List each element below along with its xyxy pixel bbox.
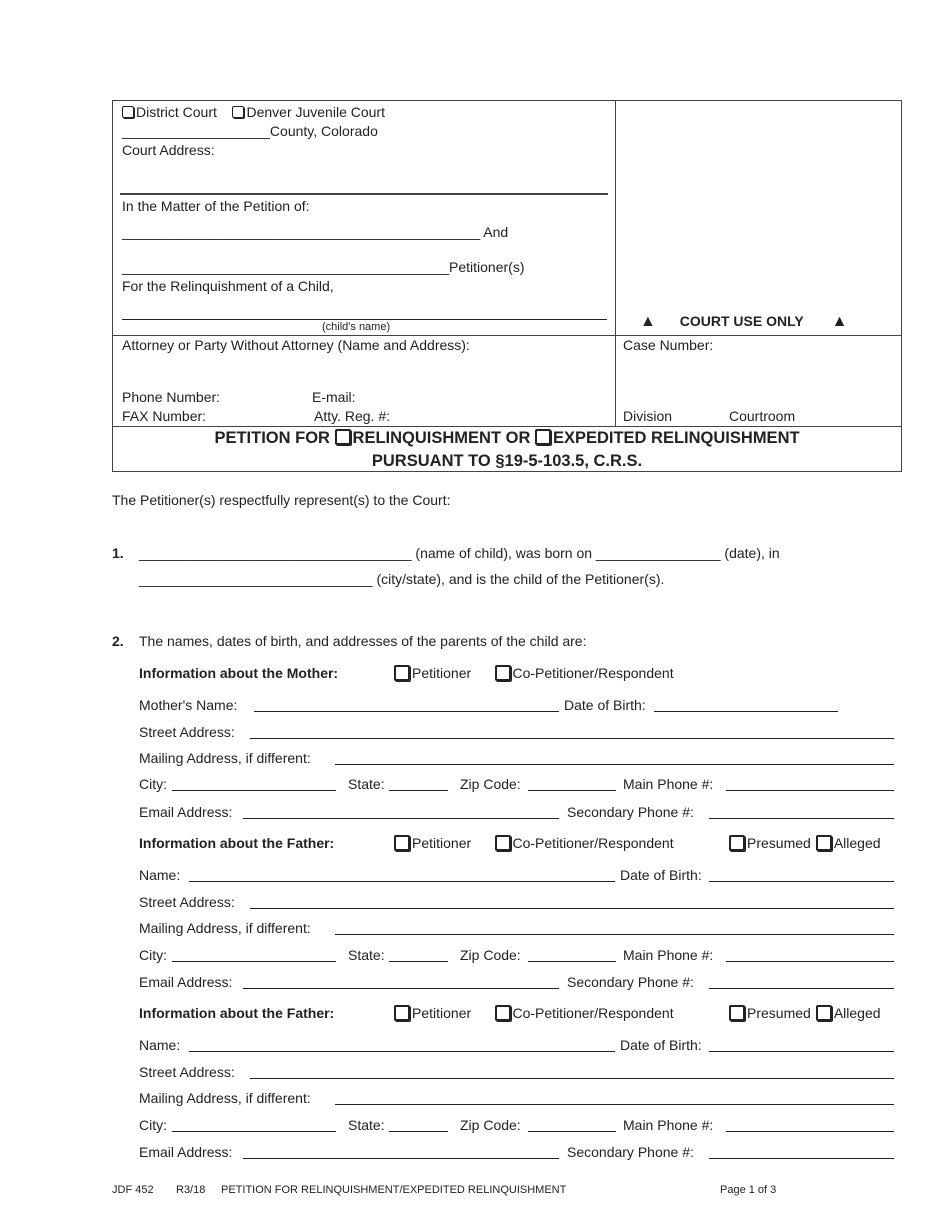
district-court-label: District Court <box>136 104 217 120</box>
father2-alleged-checkbox[interactable] <box>816 1005 832 1021</box>
father2-presumed-checkbox[interactable] <box>729 1005 745 1021</box>
relinquishment-checkbox[interactable] <box>335 429 351 445</box>
father2-secondary-phone-label: Secondary Phone #: <box>567 1144 694 1160</box>
caption-rule-3 <box>112 426 902 427</box>
expedited-relinquishment-checkbox[interactable] <box>535 429 551 445</box>
father1-main-phone-field[interactable] <box>726 947 894 962</box>
father2-street-label: Street Address: <box>139 1064 235 1080</box>
father2-co-petitioner-checkbox[interactable] <box>495 1005 511 1021</box>
child-name-field[interactable] <box>122 305 607 320</box>
mother-email-field[interactable] <box>243 804 559 819</box>
mother-mailing-field[interactable] <box>335 750 894 765</box>
mother-petitioner-checkbox[interactable] <box>394 665 410 681</box>
father1-dob-label: Date of Birth: <box>620 867 702 883</box>
mother-main-phone-label: Main Phone #: <box>623 776 714 792</box>
mother-dob-label: Date of Birth: <box>564 697 646 713</box>
alleged-label: Alleged <box>833 1005 881 1021</box>
item1-line2[interactable]: ______________________________ (city/state), and is the child of the Petitioner(s). <box>139 571 665 587</box>
father2-petitioner-checkbox[interactable] <box>394 1005 410 1021</box>
father1-street-label: Street Address: <box>139 894 235 910</box>
mother-main-phone-field[interactable] <box>726 776 894 791</box>
father1-role-options <box>394 835 674 851</box>
father2-city-field[interactable] <box>172 1117 336 1132</box>
father2-mailing-field[interactable] <box>335 1090 894 1105</box>
father1-status-options <box>729 835 881 851</box>
footer-form-id: JDF 452 <box>112 1184 154 1196</box>
father2-main-phone-label: Main Phone #: <box>623 1117 714 1133</box>
mother-name-field[interactable] <box>254 697 559 712</box>
father2-state-label: State: <box>348 1117 385 1133</box>
father2-dob-label: Date of Birth: <box>620 1037 702 1053</box>
mother-secondary-phone-label: Secondary Phone #: <box>567 804 694 820</box>
atty-reg-label: Atty. Reg. #: <box>314 408 390 424</box>
father2-city-label: City: <box>139 1117 167 1133</box>
up-arrow-left-icon: ▲ <box>640 313 656 330</box>
mother-mailing-label: Mailing Address, if different: <box>139 750 311 766</box>
title-part-b: RELINQUISHMENT OR <box>352 429 535 447</box>
father1-email-field[interactable] <box>243 974 559 989</box>
father1-name-label: Name: <box>139 867 181 883</box>
child-name-caption: (child's name) <box>322 321 391 333</box>
case-number-label: Case Number: <box>623 337 714 353</box>
father1-heading: Information about the Father: <box>139 835 335 851</box>
father1-name-field[interactable] <box>189 867 615 882</box>
for-relinquishment-label: For the Relinquishment of a Child, <box>122 278 334 294</box>
county-line[interactable]: ___________________County, Colorado <box>122 123 378 139</box>
court-type-row <box>122 104 385 120</box>
father2-zip-label: Zip Code: <box>460 1117 521 1133</box>
father2-main-phone-field[interactable] <box>726 1117 894 1132</box>
father2-state-field[interactable] <box>389 1117 448 1132</box>
father1-zip-field[interactable] <box>528 947 616 962</box>
father1-petitioner-checkbox[interactable] <box>394 835 410 851</box>
mother-co-petitioner-checkbox[interactable] <box>495 665 511 681</box>
denver-juvenile-checkbox[interactable] <box>232 106 244 118</box>
father1-email-label: Email Address: <box>139 974 233 990</box>
petition-title-line1 <box>112 429 902 448</box>
email-label: E-mail: <box>312 389 356 405</box>
co-petitioner-label: Co-Petitioner/Respondent <box>512 1005 674 1021</box>
up-arrow-right-icon: ▲ <box>831 313 848 330</box>
denver-juvenile-label: Denver Juvenile Court <box>246 104 385 120</box>
petitioner-and-line[interactable]: ______________________________________________ And <box>122 224 509 240</box>
co-petitioner-label: Co-Petitioner/Respondent <box>512 665 674 681</box>
petition-title-line2: PURSUANT TO §19-5-103.5, C.R.S. <box>371 452 643 470</box>
presumed-label: Presumed <box>747 835 811 851</box>
mother-secondary-phone-field[interactable] <box>709 804 894 819</box>
father1-city-field[interactable] <box>172 947 336 962</box>
father1-secondary-phone-field[interactable] <box>709 974 894 989</box>
item2-number: 2. <box>112 633 124 649</box>
footer-page-number: Page 1 of 3 <box>720 1184 777 1196</box>
title-part-a: PETITION FOR <box>214 429 335 447</box>
alleged-label: Alleged <box>833 835 881 851</box>
father1-presumed-checkbox[interactable] <box>729 835 745 851</box>
court-address-label: Court Address: <box>122 142 215 158</box>
father1-street-field[interactable] <box>250 894 894 909</box>
caption-rule-1 <box>120 193 608 195</box>
father2-mailing-label: Mailing Address, if different: <box>139 1090 311 1106</box>
mother-state-label: State: <box>348 776 385 792</box>
mother-dob-field[interactable] <box>654 697 838 712</box>
petitioner-label: Petitioner <box>412 1005 472 1021</box>
mother-zip-field[interactable] <box>528 776 616 791</box>
court-use-only-row <box>640 313 847 331</box>
father1-secondary-phone-label: Secondary Phone #: <box>567 974 694 990</box>
courtroom-label: Courtroom <box>729 408 796 424</box>
mother-role-options <box>394 665 674 681</box>
father2-heading: Information about the Father: <box>139 1005 335 1021</box>
title-part-c: EXPEDITED RELINQUISHMENT <box>552 429 800 447</box>
in-matter-label: In the Matter of the Petition of: <box>122 198 310 214</box>
mother-street-field[interactable] <box>250 724 894 739</box>
mother-city-field[interactable] <box>172 776 336 791</box>
caption-rule-2 <box>112 335 902 336</box>
father1-state-label: State: <box>348 947 385 963</box>
mother-city-label: City: <box>139 776 167 792</box>
mother-state-field[interactable] <box>389 776 448 791</box>
district-court-checkbox[interactable] <box>122 106 134 118</box>
father2-name-label: Name: <box>139 1037 181 1053</box>
phone-number-label: Phone Number: <box>122 389 221 405</box>
father2-street-field[interactable] <box>250 1064 894 1079</box>
mother-street-label: Street Address: <box>139 724 235 740</box>
father2-email-field[interactable] <box>243 1144 559 1159</box>
father2-name-field[interactable] <box>189 1037 615 1052</box>
father1-dob-field[interactable] <box>709 867 894 882</box>
item2-text: The names, dates of birth, and addresses of the parents of the child are: <box>139 633 587 649</box>
father2-status-options <box>729 1005 881 1021</box>
mother-heading: Information about the Mother: <box>139 665 339 681</box>
item1-number: 1. <box>112 545 124 561</box>
item1-line1[interactable]: ___________________________________ (name of child), was born on ________________ (date), in <box>139 545 780 561</box>
footer-revision: R3/18 <box>176 1184 206 1196</box>
father1-city-label: City: <box>139 947 167 963</box>
father2-email-label: Email Address: <box>139 1144 233 1160</box>
petitioners-line[interactable]: __________________________________________Petitioner(s) <box>122 259 525 275</box>
attorney-label: Attorney or Party Without Attorney (Name and Address): <box>122 337 470 353</box>
mother-email-label: Email Address: <box>139 804 233 820</box>
father1-co-petitioner-checkbox[interactable] <box>495 835 511 851</box>
mother-zip-label: Zip Code: <box>460 776 521 792</box>
co-petitioner-label: Co-Petitioner/Respondent <box>512 835 674 851</box>
footer-form-title: PETITION FOR RELINQUISHMENT/EXPEDITED RELINQUISHMENT <box>221 1184 567 1196</box>
intro-text: The Petitioner(s) respectfully represent(s) to the Court: <box>112 492 451 508</box>
father2-zip-field[interactable] <box>528 1117 616 1132</box>
father1-zip-label: Zip Code: <box>460 947 521 963</box>
mother-name-label: Mother's Name: <box>139 697 238 713</box>
father2-secondary-phone-field[interactable] <box>709 1144 894 1159</box>
father1-main-phone-label: Main Phone #: <box>623 947 714 963</box>
petitioner-label: Petitioner <box>412 835 472 851</box>
father2-dob-field[interactable] <box>709 1037 894 1052</box>
father2-role-options <box>394 1005 674 1021</box>
father1-mailing-field[interactable] <box>335 920 894 935</box>
father1-state-field[interactable] <box>389 947 448 962</box>
division-label: Division <box>623 408 673 424</box>
court-use-only-label: COURT USE ONLY <box>679 313 804 329</box>
fax-number-label: FAX Number: <box>122 408 207 424</box>
caption-divider <box>615 100 616 426</box>
presumed-label: Presumed <box>747 1005 811 1021</box>
father1-mailing-label: Mailing Address, if different: <box>139 920 311 936</box>
father1-alleged-checkbox[interactable] <box>816 835 832 851</box>
petitioner-label: Petitioner <box>412 665 472 681</box>
